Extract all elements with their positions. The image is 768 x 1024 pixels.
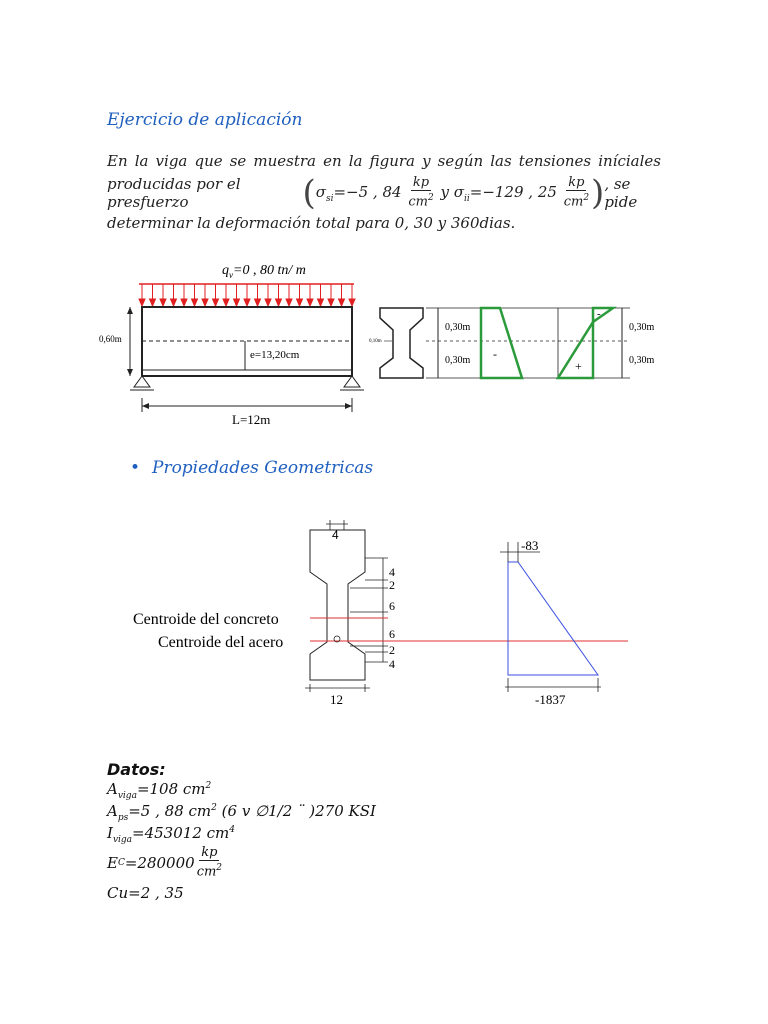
sign-plus-right: + [575, 359, 582, 373]
datos-row-ec: E C =280000 $\frac{kp}{cm^2}$ [107, 845, 223, 880]
load-arrow-head [160, 299, 166, 306]
dim-right-4: 6 [389, 627, 395, 641]
height-label: 0,60m [99, 334, 122, 344]
unit-fraction-2: $\frac{kp}{cm^2}$ [563, 175, 590, 210]
conjunction-y: y [440, 183, 449, 201]
load-arrow-head [213, 299, 219, 306]
load-arrow-head [150, 299, 156, 306]
datos-row-a-ps: $A_{ps}=5$ , 88 $cm^2$ (6 v ∅1/2 ¨ )270 KSI [107, 802, 376, 823]
sigma-si-subscript: si [325, 194, 334, 204]
paragraph-line-2-start: producidas por el presfuerzo [107, 175, 241, 211]
svg-text:qv=0 , 80 tn/ m [222, 263, 306, 280]
stress-diagram-right-top [593, 308, 613, 322]
prestress-equation: ($\sigma_{si}=-5$ , 84 $\frac{kp}{cm^2}$ y $\sigma_{ii}=-129$ , 25 $\frac{kp}{cm^2}$ ) [302, 173, 605, 213]
load-arrow-head [255, 299, 261, 306]
load-arrow-head [265, 299, 271, 306]
load-arrow-head [297, 299, 303, 306]
section-figure [0, 520, 768, 720]
top-width-label: 4 [332, 528, 339, 542]
sigma-ii-value: =−129 , 25 [469, 183, 557, 201]
pin-support-left [130, 376, 154, 390]
load-arrow-head [244, 299, 250, 306]
ec-unit-fraction: $\frac{kp}{cm^2}$ [196, 845, 223, 880]
load-arrow-head [223, 299, 229, 306]
datos-row-cu: Cu=2 , 35 [107, 884, 184, 902]
datos-row-a-viga: $A_{viga}=108$ $cm^2$ [107, 780, 212, 801]
stress-dim-bottom-left: 0,30m [445, 355, 471, 366]
load-arrow-head [171, 299, 177, 306]
load-arrow-head [307, 299, 313, 306]
load-label-sub: v [229, 270, 233, 280]
stress-top-label: -83 [521, 538, 539, 553]
sigma-si-symbol: σ [315, 183, 326, 201]
datos-row-i-viga: $I_{viga}=453012$ $cm^4$ [107, 824, 235, 845]
load-arrow-head [192, 299, 198, 306]
bullet-properties [130, 458, 373, 478]
load-arrow-head [328, 299, 334, 306]
small-dimension-label: 0,10m [369, 339, 382, 344]
dim-right-6: 4 [389, 657, 395, 671]
dim-right-5: 2 [389, 643, 395, 657]
stress-dim-top-right: 0,30m [629, 322, 655, 333]
load-arrow-head [181, 299, 187, 306]
load-arrow-head [202, 299, 208, 306]
dim-right-3: 6 [389, 599, 395, 613]
load-arrow-head [139, 299, 145, 306]
unit-fraction-1: $\frac{kp}{cm^2}$ [408, 175, 434, 210]
roller-support-right [340, 376, 364, 390]
dim-right-1: 4 [389, 565, 395, 579]
centroid-steel-label: Centroide del acero [158, 634, 284, 651]
sign-minus-right: - [597, 308, 601, 320]
exercise-heading: Ejercicio de aplicación [107, 110, 303, 130]
bullet-text: Propiedades Geometricas [152, 458, 374, 478]
centroid-concrete-label: Centroide del concreto [133, 611, 279, 628]
sigma-si-value: =−5 , 84 [333, 183, 402, 201]
stress-diagram-left [481, 308, 522, 378]
load-label-value: =0 , 80 tn/ m [233, 263, 306, 278]
load-arrow-head [286, 299, 292, 306]
load-arrow-head [349, 299, 355, 306]
load-arrow-head [234, 299, 240, 306]
datos-title: Datos: [107, 760, 166, 779]
paragraph-line-1: En la viga que se muestra en la figura y según las tensiones iníciales [107, 152, 661, 170]
paragraph-line-3: determinar la deformación total para 0, 30 y 360dias. [107, 214, 516, 232]
i-section-small [380, 308, 423, 378]
beam-figure [0, 250, 768, 450]
i-section-large [310, 530, 365, 680]
sigma-ii-symbol: σ [453, 183, 464, 201]
bullet-symbol: • [130, 458, 141, 478]
dim-right-2: 2 [389, 578, 395, 592]
paragraph-line-2-end: , se pide [604, 175, 638, 211]
stress-dim-bottom-right: 0,30m [629, 355, 655, 366]
bottom-width-label: 12 [330, 692, 343, 707]
load-arrow-head [318, 299, 324, 306]
distributed-load [139, 284, 355, 306]
load-arrow-head [339, 299, 345, 306]
stress-dim-top-left: 0,30m [445, 322, 471, 333]
span-label: L=12m [232, 412, 271, 427]
eccentricity-label: e=13,20cm [250, 349, 300, 361]
load-label-q: q [222, 263, 229, 278]
paragraph-line-2 [107, 172, 661, 214]
section-stress-diagram [508, 562, 598, 675]
stress-bottom-label: -1837 [535, 692, 566, 707]
load-arrow-head [276, 299, 282, 306]
sign-minus-left: - [493, 347, 497, 361]
sigma-ii-subscript: ii [463, 194, 470, 204]
